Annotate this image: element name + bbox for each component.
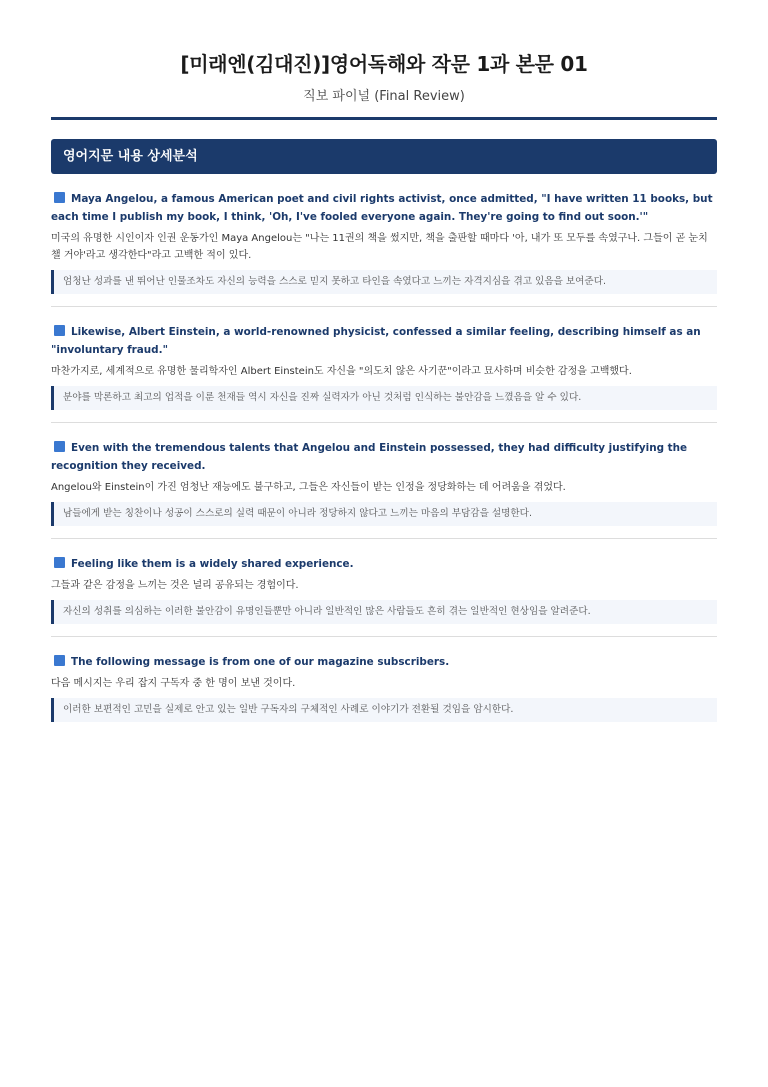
blue-square-icon — [54, 441, 65, 452]
korean-translation: 다음 메시지는 우리 잡지 구독자 중 한 명이 보낸 것이다. — [51, 678, 296, 689]
blue-square-icon — [54, 325, 65, 336]
analysis-note: 엄청난 성과를 낸 뛰어난 인물조차도 자신의 능력을 스스로 믿지 못하고 타인을 속였다고 느끼는 자격지심을 겪고 있음을 보여준다. — [51, 270, 717, 294]
korean-translation: 그들과 같은 감정을 느끼는 것은 널리 공유되는 경험이다. — [51, 580, 299, 591]
analysis-entry — [51, 637, 717, 734]
analysis-note: 자신의 성취를 의심하는 이러한 불안감이 유명인들뿐만 아니라 일반적인 많은 사람들도 흔히 겪는 일반적인 현상임을 알려준다. — [51, 600, 717, 624]
analysis-entry — [51, 174, 717, 307]
english-sentence — [51, 439, 717, 475]
section-header: 영어지문 내용 상세분석 — [51, 139, 717, 174]
analysis-note: 이러한 보편적인 고민을 실제로 안고 있는 일반 구독자의 구체적인 사례로 이야기가 전환될 것임을 암시한다. — [51, 698, 717, 722]
korean-translation: Angelou와 Einstein이 가진 엄청난 재능에도 불구하고, 그들은 자신들이 받는 인정을 정당화하는 데 어려움을 겪었다. — [51, 482, 566, 493]
blue-square-icon — [54, 557, 65, 568]
english-sentence — [51, 555, 717, 573]
english-sentence — [51, 323, 717, 359]
korean-translation: 마찬가지로, 세계적으로 유명한 물리학자인 Albert Einstein도 자신을 "의도치 않은 사기꾼"이라고 묘사하며 비슷한 감정을 고백했다. — [51, 366, 632, 377]
english-sentence-text: The following message is from one of our magazine subscribers. — [71, 656, 450, 668]
document-title: [미래엔(김대진)]영어독해와 작문 1과 본문 01 — [180, 52, 588, 76]
english-sentence — [51, 653, 717, 671]
english-sentence-text: Maya Angelou, a famous American poet and civil rights activist, once admitted, "I have written 11 books, but each time I publish my book, I think, 'Oh, I've fooled everyone again. They're going to find out soon.'" — [51, 193, 713, 223]
korean-translation: 미국의 유명한 시인이자 인권 운동가인 Maya Angelou는 "나는 11권의 책을 썼지만, 책을 출판할 때마다 '아, 내가 또 모두를 속였구나. 그들이 곧 눈치챌 거야'라고 생각한다"라고 고백한 적이 있다. — [51, 233, 708, 261]
analysis-entry — [51, 423, 717, 539]
analysis-note: 남들에게 받는 칭찬이나 성공이 스스로의 실력 때문이 아니라 정당하지 않다고 느끼는 마음의 부담감을 설명한다. — [51, 502, 717, 526]
blue-square-icon — [54, 655, 65, 666]
english-sentence-text: Likewise, Albert Einstein, a world-renowned physicist, confessed a similar feeling, describing himself as an "involuntary fraud." — [51, 326, 701, 356]
blue-square-icon — [54, 192, 65, 203]
document-subtitle: 직보 파이널 (Final Review) — [303, 89, 465, 104]
title-divider — [51, 117, 717, 120]
english-sentence-text: Feeling like them is a widely shared experience. — [71, 558, 354, 570]
analysis-entry — [51, 539, 717, 637]
english-sentence-text: Even with the tremendous talents that Angelou and Einstein possessed, they had difficulty justifying the recognition they received. — [51, 442, 688, 472]
english-sentence — [51, 190, 717, 226]
analysis-entry — [51, 307, 717, 423]
analysis-note: 분야를 막론하고 최고의 업적을 이룬 천재들 역시 자신을 진짜 실력자가 아닌 것처럼 인식하는 불안감을 느꼈음을 알 수 있다. — [51, 386, 717, 410]
